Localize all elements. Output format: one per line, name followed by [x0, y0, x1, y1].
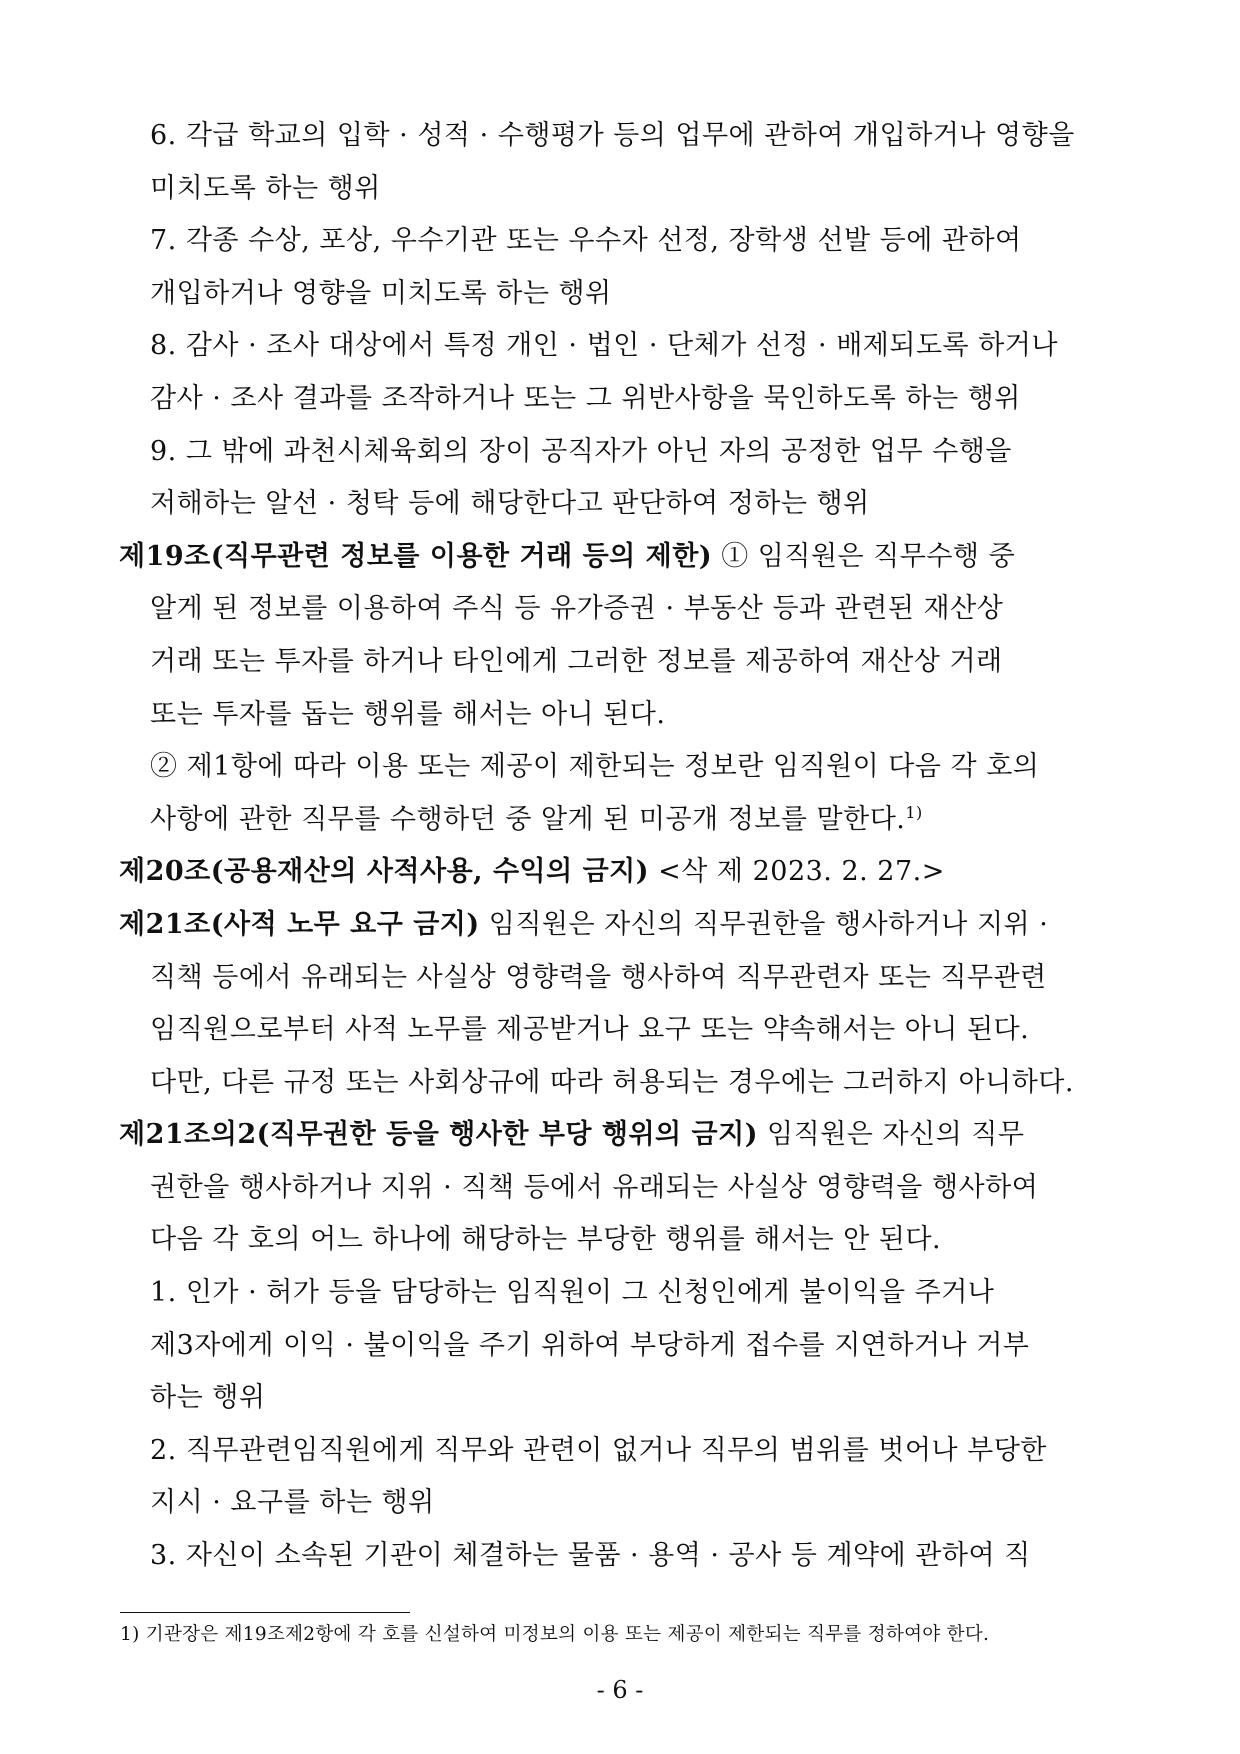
list-item: 9. 그 밖에 과천시체육회의 장이 공직자가 아닌 자의 공정한 업무 수행을: [150, 435, 1012, 467]
article-line: [150, 794, 1130, 847]
list-item-continuation: 미치도록 하는 행위: [150, 172, 381, 204]
list-item-continuation: 감사 · 조사 결과를 조작하거나 또는 그 위반사항을 묵인하도록 하는 행위: [150, 382, 1021, 414]
footnote-separator: [120, 1612, 410, 1613]
page-number: - 6 -: [596, 1676, 644, 1704]
list-item: 3. 자신이 소속된 기관이 체결하는 물품 · 용역 · 공사 등 계약에 관하여 직: [150, 1540, 1031, 1572]
article-text: 사항에 관한 직무를 수행하던 중 알게 된 미공개 정보를 말한다.: [150, 803, 906, 835]
body-text: [119, 110, 1130, 1583]
footnote-mark: 1): [120, 1624, 140, 1645]
article-line: 또는 투자를 돕는 행위를 해서는 아니 된다.: [150, 698, 666, 730]
article-21-2: [119, 1109, 1130, 1162]
article-line: 임직원으로부터 사적 노무를 제공받거나 요구 또는 약속해서는 아니 된다.: [150, 1014, 1030, 1046]
article-text: ① 임직원은 직무수행 중: [712, 540, 1016, 572]
deletion-note: <삭 제 2023. 2. 27.>: [649, 856, 945, 888]
article-line: 다음 각 호의 어느 하나에 해당하는 부당한 행위를 해서는 안 된다.: [150, 1224, 942, 1256]
list-item-continuation: 제3자에게 이익 · 불이익을 주기 위하여 부당하게 접수를 지연하거나 거부: [150, 1329, 1030, 1361]
article-line: 거래 또는 투자를 하거나 타인에게 그러한 정보를 제공하여 재산상 거래: [150, 645, 1003, 677]
list-item-continuation: 지시 · 요구를 하는 행위: [150, 1487, 435, 1519]
list-item: 7. 각종 수상, 포상, 우수기관 또는 우수자 선정, 장학생 선발 등에 관하여: [150, 225, 1022, 257]
list-item-continuation: 저해하는 알선 · 청탁 등에 해당한다고 판단하여 정하는 행위: [150, 488, 870, 520]
article-heading: 제21조의2(직무권한 등을 행사한 부당 행위의 금지): [119, 1119, 758, 1151]
article-text: 임직원은 자신의 직무: [757, 1119, 1025, 1151]
list-item-continuation: 하는 행위: [150, 1382, 266, 1414]
footnote-text: 기관장은 제19조제2항에 각 호를 신설하여 미정보의 이용 또는 제공이 제한되는 직무를 정하여야 한다.: [139, 1624, 990, 1645]
article-heading: 제19조(직무관련 정보를 이용한 거래 등의 제한): [119, 540, 713, 572]
article-line: 알게 된 정보를 이용하여 주식 등 유가증권 · 부동산 등과 관련된 재산상: [150, 593, 1004, 625]
article-heading: 제21조(사적 노무 요구 금지): [119, 908, 480, 940]
article-line: 직책 등에서 유래되는 사실상 영향력을 행사하여 직무관련자 또는 직무관련: [150, 961, 1047, 993]
list-item-continuation: 개입하거나 영향을 미치도록 하는 행위: [150, 277, 612, 309]
footnote-reference: 1): [905, 802, 923, 822]
list-item: 8. 감사 · 조사 대상에서 특정 개인 · 법인 · 단체가 선정 · 배제되도록 하거나: [150, 330, 1058, 362]
article-21: [119, 899, 1130, 952]
article-text: 임직원은 자신의 직무권한을 행사하거나 지위 ·: [479, 908, 1049, 940]
article-19: [119, 531, 1130, 584]
footnote: [120, 1620, 989, 1650]
article-line: 권한을 행사하거나 지위 · 직책 등에서 유래되는 사실상 영향력을 행사하여: [150, 1171, 1039, 1203]
list-item: 6. 각급 학교의 입학 · 성적 · 수행평가 등의 업무에 관하여 개입하거나 영향을: [150, 120, 1075, 151]
list-item: 2. 직무관련임직원에게 직무와 관련이 없거나 직무의 범위를 벗어나 부당한: [150, 1434, 1047, 1466]
article-heading: 제20조(공용재산의 사적사용, 수익의 금지): [119, 856, 650, 888]
article-line: ② 제1항에 따라 이용 또는 제공이 제한되는 정보란 임직원이 다음 각 호의: [150, 751, 1040, 783]
article-20: [119, 846, 1130, 899]
list-item: 1. 인가 · 허가 등을 담당하는 임직원이 그 신청인에게 불이익을 주거나: [150, 1277, 995, 1309]
article-line: 다만, 다른 규정 또는 사회상규에 따라 허용되는 경우에는 그러하지 아니하다.: [150, 1066, 1074, 1098]
